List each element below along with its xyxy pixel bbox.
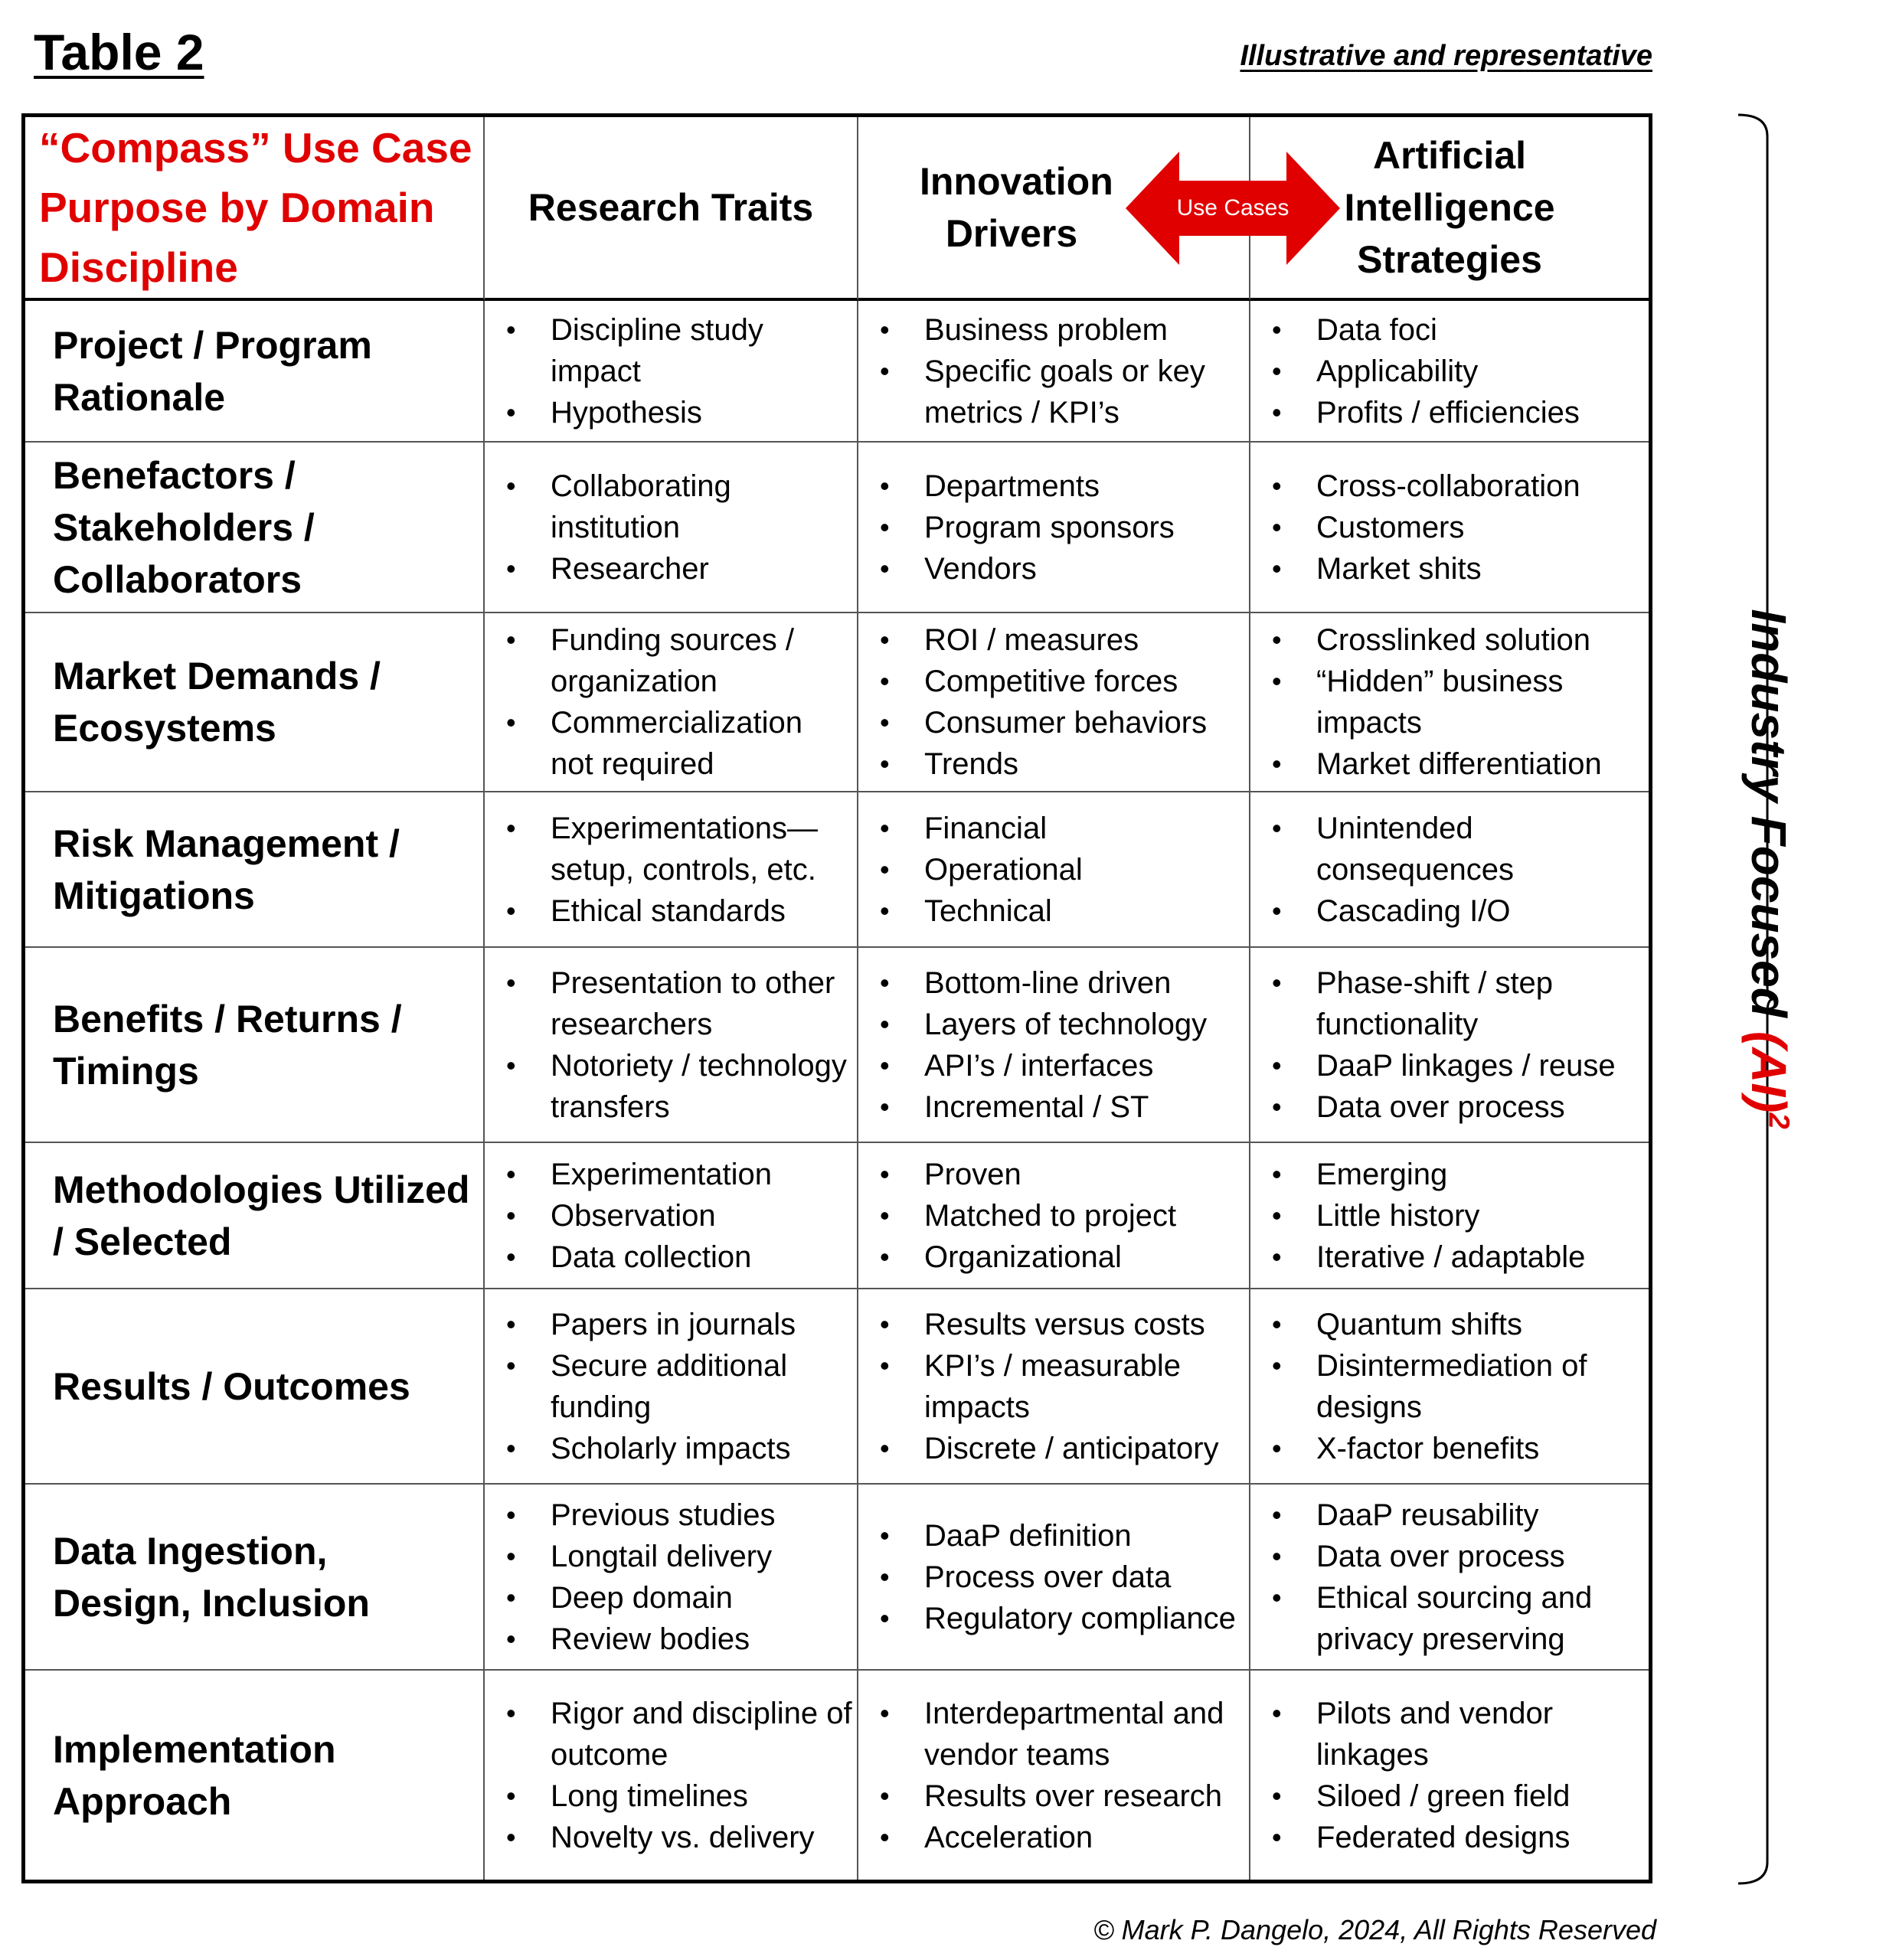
table-cell <box>858 613 1250 792</box>
list-item: • Proven <box>880 1154 1176 1195</box>
list-item: • Market differentiation <box>1272 743 1644 785</box>
list-item: • Scholarly impacts <box>506 1428 852 1469</box>
list-item: • Interdepartmental and vendor teams <box>880 1693 1244 1775</box>
list-item: • Bottom-line driven <box>880 962 1207 1004</box>
list-item: • Observation <box>506 1195 772 1236</box>
copyright-notice: © Mark P. Dangelo, 2024, All Rights Reserved <box>1093 1914 1656 1945</box>
list-item: • Longtail delivery <box>506 1536 775 1577</box>
bullet-list <box>506 1693 852 1858</box>
bullet-list <box>1272 1494 1644 1660</box>
list-item: • Acceleration <box>880 1817 1244 1858</box>
table-cell <box>858 1485 1250 1671</box>
table-cell <box>1250 613 1649 792</box>
list-item: • Business problem <box>880 309 1244 351</box>
list-item: • Competitive forces <box>880 661 1207 702</box>
list-item: • Deep domain <box>506 1577 775 1619</box>
bullet-list <box>506 619 852 785</box>
table-cell <box>1250 443 1649 613</box>
bullet-list <box>1272 1304 1644 1469</box>
bullet-list <box>880 619 1207 785</box>
side-label-superscript: 2 <box>1762 1112 1795 1129</box>
list-item: • Financial <box>880 808 1083 849</box>
list-item: • Pilots and vendor linkages <box>1272 1693 1644 1775</box>
list-item: • DaaP definition <box>880 1515 1236 1557</box>
list-item: • Commercialization not required <box>506 702 852 785</box>
list-item: • Departments <box>880 466 1175 507</box>
row-label: Benefits / Returns / Timings <box>25 948 485 1143</box>
table-cell <box>485 1143 858 1289</box>
table-cell <box>1250 1143 1649 1289</box>
table-cell <box>858 1289 1250 1485</box>
table-cell <box>485 1485 858 1671</box>
table-cell <box>485 301 858 443</box>
list-item: • Matched to project <box>880 1195 1176 1236</box>
list-item: • Discrete / anticipatory <box>880 1428 1244 1469</box>
list-item: • Data over process <box>1272 1536 1644 1577</box>
bullet-list <box>880 808 1083 932</box>
table-cell <box>858 301 1250 443</box>
list-item: • Collaborating institution <box>506 466 852 548</box>
row-label: Benefactors / Stakeholders / Collaborators <box>25 443 485 613</box>
bullet-list <box>880 1693 1244 1858</box>
list-item: • Presentation to other researchers <box>506 962 852 1045</box>
bullet-list <box>506 1494 775 1660</box>
bullet-list <box>506 466 852 590</box>
row-label: Risk Management / Mitigations <box>25 792 485 948</box>
bullet-list <box>1272 962 1644 1128</box>
list-item: • Profits / efficiencies <box>1272 392 1580 433</box>
bullet-list <box>506 1154 772 1278</box>
table-cell <box>485 948 858 1143</box>
list-item: • Data collection <box>506 1236 772 1278</box>
table-cell <box>485 1671 858 1880</box>
list-item: • Specific goals or key metrics / KPI’s <box>880 351 1244 433</box>
list-item: • Consumer behaviors <box>880 702 1207 743</box>
list-item: • Hypothesis <box>506 392 852 433</box>
table-cell <box>485 1289 858 1485</box>
table-cell <box>858 1143 1250 1289</box>
list-item: • Market shits <box>1272 548 1580 590</box>
side-label-accent <box>1741 1031 1797 1129</box>
list-item: • Data over process <box>1272 1086 1644 1128</box>
list-item: • Trends <box>880 743 1207 785</box>
list-item: • Funding sources / organization <box>506 619 852 702</box>
table-cell <box>1250 792 1649 948</box>
bullet-list <box>1272 1693 1644 1858</box>
list-item: • Ethical sourcing and privacy preserving <box>1272 1577 1644 1660</box>
list-item: • Customers <box>1272 507 1580 548</box>
list-item: • Papers in journals <box>506 1304 852 1345</box>
list-item: • Organizational <box>880 1236 1176 1278</box>
table-cell <box>485 613 858 792</box>
use-cases-label: Use Cases <box>1176 195 1289 220</box>
bullet-list <box>506 1304 852 1469</box>
list-item: • Little history <box>1272 1195 1585 1236</box>
table-cell <box>1250 1671 1649 1880</box>
list-item: • X-factor benefits <box>1272 1428 1644 1469</box>
list-item: • DaaP reusability <box>1272 1494 1644 1536</box>
bullet-list <box>1272 1154 1585 1278</box>
header-research-traits: Research Traits <box>485 117 858 301</box>
side-label-ai: (AI) <box>1741 1031 1796 1113</box>
list-item: • Experimentation <box>506 1154 772 1195</box>
list-item: • Disintermediation of designs <box>1272 1345 1644 1428</box>
row-label: Methodologies Utilized / Selected <box>25 1143 485 1289</box>
row-label: Project / Program Rationale <box>25 301 485 443</box>
list-item: • Data foci <box>1272 309 1580 351</box>
list-item: • Phase-shift / step functionality <box>1272 962 1644 1045</box>
table-cell <box>1250 1485 1649 1671</box>
list-item: • ROI / measures <box>880 619 1207 661</box>
list-item: • Notoriety / technology transfers <box>506 1045 852 1128</box>
list-item: • Layers of technology <box>880 1004 1207 1045</box>
list-item: • Incremental / ST <box>880 1086 1207 1128</box>
list-item: • “Hidden” business impacts <box>1272 661 1644 743</box>
compass-table <box>21 113 1652 1883</box>
list-item: • DaaP linkages / reuse <box>1272 1045 1644 1086</box>
list-item: • Cross-collaboration <box>1272 466 1580 507</box>
list-item: • Results over research <box>880 1775 1244 1817</box>
list-item: • Novelty vs. delivery <box>506 1817 852 1858</box>
list-item: • Operational <box>880 849 1083 890</box>
list-item: • Regulatory compliance <box>880 1598 1236 1639</box>
header-corner: “Compass” Use Case Purpose by Domain Discipline <box>25 117 485 301</box>
table-cell <box>1250 301 1649 443</box>
bullet-list <box>880 962 1207 1128</box>
list-item: • Process over data <box>880 1557 1236 1598</box>
table-cell <box>858 948 1250 1143</box>
row-label: Data Ingestion, Design, Inclusion <box>25 1485 485 1671</box>
table-cell <box>858 443 1250 613</box>
table-cell <box>1250 948 1649 1143</box>
bullet-list <box>506 962 852 1128</box>
bullet-list <box>1272 309 1580 433</box>
side-label-text: Industry Focused <box>1741 609 1796 1018</box>
list-item: • Long timelines <box>506 1775 852 1817</box>
list-item: • Unintended consequences <box>1272 808 1644 890</box>
bullet-list <box>880 309 1244 433</box>
bullet-list <box>880 1154 1176 1278</box>
list-item: • Program sponsors <box>880 507 1175 548</box>
list-item: • Results versus costs <box>880 1304 1244 1345</box>
list-item: • Crosslinked solution <box>1272 619 1644 661</box>
row-label: Results / Outcomes <box>25 1289 485 1485</box>
list-item: • Experimentations—setup, controls, etc. <box>506 808 852 890</box>
bullet-list <box>880 466 1175 590</box>
list-item: • Review bodies <box>506 1619 775 1660</box>
list-item: • API’s / interfaces <box>880 1045 1207 1086</box>
table-cell <box>1250 1289 1649 1485</box>
list-item: • Quantum shifts <box>1272 1304 1644 1345</box>
list-item: • Discipline study impact <box>506 309 852 392</box>
bullet-list <box>506 808 852 932</box>
list-item: • Applicability <box>1272 351 1580 392</box>
table-cell <box>858 1671 1250 1880</box>
industry-focused-label <box>1727 563 1811 1175</box>
list-item: • Rigor and discipline of outcome <box>506 1693 852 1775</box>
list-item: • Researcher <box>506 548 852 590</box>
table-subtitle: Illustrative and representative <box>1240 40 1652 72</box>
list-item: • Secure additional funding <box>506 1345 852 1428</box>
table-title: Table 2 <box>34 24 204 80</box>
list-item: • KPI’s / measurable impacts <box>880 1345 1244 1428</box>
row-label: Market Demands / Ecosystems <box>25 613 485 792</box>
bullet-list <box>1272 466 1580 590</box>
bullet-list <box>880 1515 1236 1639</box>
bullet-list <box>1272 619 1644 785</box>
row-label: Implementation Approach <box>25 1671 485 1880</box>
list-item: • Emerging <box>1272 1154 1585 1195</box>
bullet-list <box>506 309 852 433</box>
list-item: • Technical <box>880 890 1083 932</box>
list-item: • Iterative / adaptable <box>1272 1236 1585 1278</box>
table-cell <box>485 792 858 948</box>
table-cell <box>858 792 1250 948</box>
header-innovation-drivers-label: Innovation Drivers <box>920 160 1113 255</box>
bullet-list <box>1272 808 1644 932</box>
list-item: • Previous studies <box>506 1494 775 1536</box>
use-cases-arrow <box>1126 152 1340 265</box>
list-item: • Cascading I/O <box>1272 890 1644 932</box>
bullet-list <box>880 1304 1244 1469</box>
list-item: • Vendors <box>880 548 1175 590</box>
list-item: • Federated designs <box>1272 1817 1644 1858</box>
list-item: • Siloed / green field <box>1272 1775 1644 1817</box>
table-cell <box>485 443 858 613</box>
header-ai-strategies-label: Artificial Intelligence Strategies <box>1344 134 1555 281</box>
list-item: • Ethical standards <box>506 890 852 932</box>
